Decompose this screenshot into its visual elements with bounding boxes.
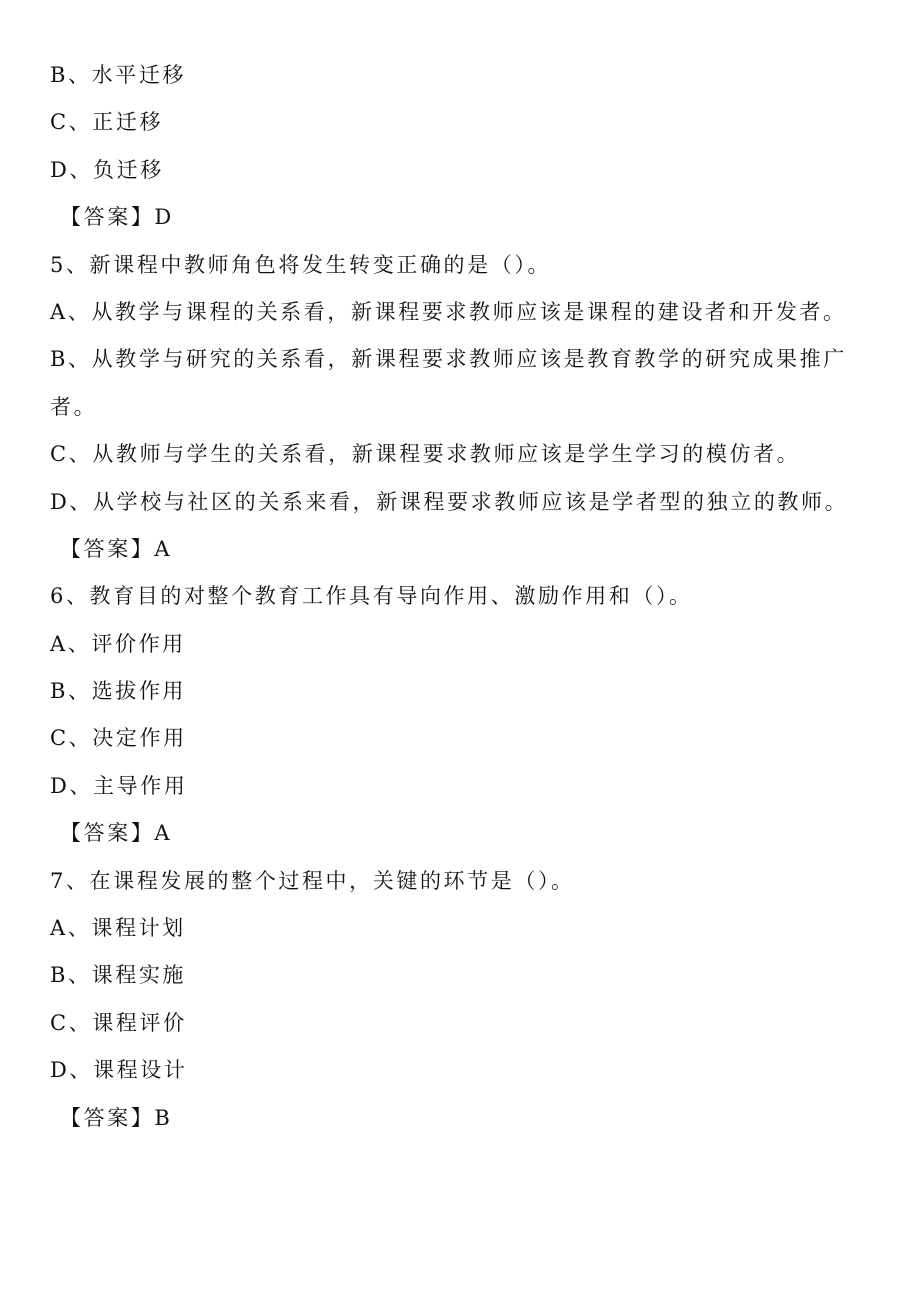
option-line: A、课程计划 xyxy=(50,916,186,941)
option-line: C、正迁移 xyxy=(50,110,164,135)
question-line: 5、新课程中教师角色将发生转变正确的是（）。 xyxy=(50,252,552,277)
option-line: D、主导作用 xyxy=(50,773,188,798)
option-line: B、从教学与研究的关系看，新课程要求教师应该是教育教学的研究成果推广 xyxy=(50,347,847,372)
option-line: C、课程评价 xyxy=(50,1010,187,1035)
option-line: D、负迁移 xyxy=(50,157,164,182)
question-line: 6、教育目的对整个教育工作具有导向作用、激励作用和（）。 xyxy=(50,584,693,609)
answer-line: 【答案】B xyxy=(60,1105,173,1130)
answer-line: 【答案】A xyxy=(60,536,173,561)
option-line: B、选拔作用 xyxy=(50,679,187,704)
option-line: B、水平迁移 xyxy=(50,63,187,87)
option-line: A、从教学与课程的关系看，新课程要求教师应该是课程的建设者和开发者。 xyxy=(50,299,847,324)
question-line: 7、在课程发展的整个过程中，关键的环节是（）。 xyxy=(50,868,575,893)
answer-line: 【答案】A xyxy=(60,821,173,846)
option-line: D、课程设计 xyxy=(50,1058,188,1083)
option-line: C、从教师与学生的关系看，新课程要求教师应该是学生学习的模仿者。 xyxy=(50,442,801,467)
document-page xyxy=(50,52,870,1142)
answer-line: 【答案】D xyxy=(60,205,174,230)
option-line: A、评价作用 xyxy=(50,631,186,656)
option-line: B、课程实施 xyxy=(50,963,187,988)
option-line: D、从学校与社区的关系来看，新课程要求教师应该是学者型的独立的教师。 xyxy=(50,489,849,514)
option-line-continuation: 者。 xyxy=(50,394,98,419)
option-line: C、决定作用 xyxy=(50,726,187,751)
